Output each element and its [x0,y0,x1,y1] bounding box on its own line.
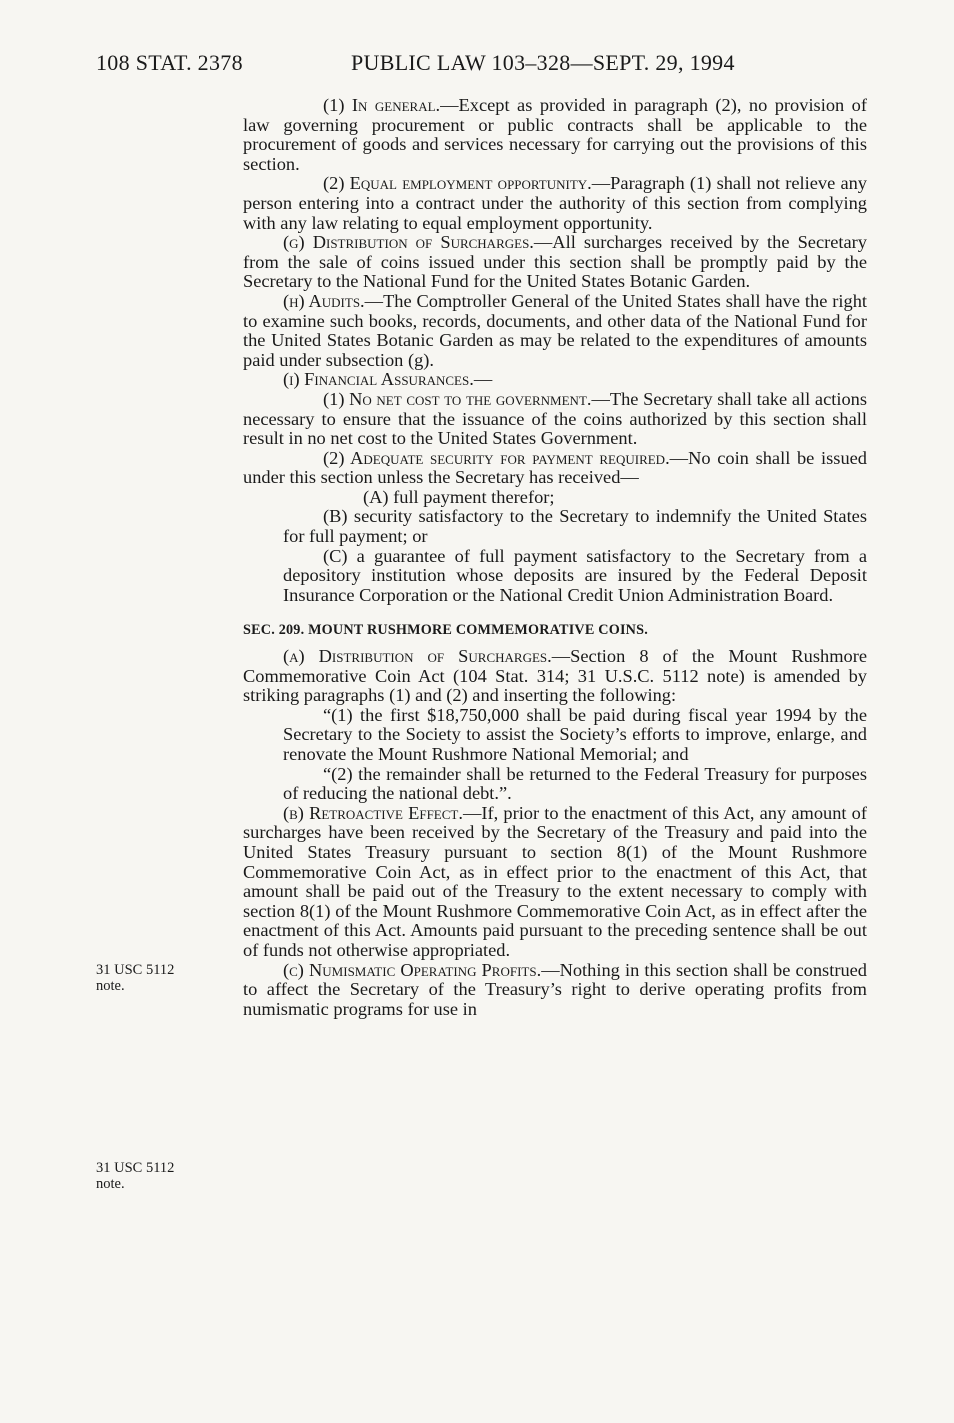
paragraph-heading: (1) In general. [323,95,441,115]
paragraph-i2 [243,449,867,488]
paragraph-text: —Except as provided in paragraph (2), no provision of law governing procurement or public contracts shall be applicable to the procurement of goods and services necessary for carrying out the provisions of this section. [243,95,867,174]
subsection-heading: (i) Financial Assurances. [283,369,474,390]
paragraph-heading: (2) Adequate security for payment required. [323,447,670,468]
margin-note-citation: 31 USC 5112 [96,962,175,978]
subsection-text: —If, prior to the enactment of this Act, any amount of surcharges have been received by the Secretary of the Treasury and paid into the United States Treasury pursuant to section 8(1) of the Mount Rushmore Commemorative Coin Act, as in effect prior to the enactment of this Act, that amount shall be paid out of the Treasury to the extent necessary to comply with section 8(1) of the Mount Rushmore Commemorative Coin Act, as in effect after the enactment of this Act. Amounts paid pursuant to the preceding sentence shall be out of funds not otherwise appropriated. [243,802,867,960]
stat-page-number: 108 STAT. 2378 [96,50,243,75]
subsection-g [243,233,867,292]
subsection-text: —Section 8 of the Mount Rushmore Commemorative Coin Act (104 Stat. 314; 31 U.S.C. 5112 note) is amended by striking paragraphs (1) and (2) and inserting the following: [243,646,867,706]
subsection-heading: (a) Distribution of Surcharges. [283,646,552,667]
public-law-citation: PUBLIC LAW 103–328—SEPT. 29, 1994 [351,50,735,75]
paragraph-text: —The Secretary shall take all actions necessary to ensure that the issuance of the coins authorized by this section shall result in no net cost to the United States Government. [243,388,867,449]
subsection-i [243,370,867,390]
margin-note-numismatic [96,1160,216,1192]
quoted-paragraph-2: “(2) the remainder shall be returned to the Federal Treasury for purposes of reducing the national debt.”. [283,763,867,804]
subsection-heading: (g) Distribution of Surcharges. [283,232,534,253]
margin-note-suffix: note. [96,1176,125,1192]
subsection-b [243,804,867,961]
subsection-text: —Nothing in this section shall be construed to affect the Secretary of the Treasury’s right to derive operating profits from numismatic programs for use in [243,959,867,1019]
margin-note-retroactive [96,962,216,994]
margin-note-suffix: note. [96,978,125,994]
paragraph-f1 [243,96,867,174]
subparagraph-A: (A) full payment therefor; [363,486,555,507]
subsection-heading: (h) Audits. [283,290,365,311]
subsection-a [243,647,867,706]
quoted-paragraph-1: “(1) the first $18,750,000 shall be paid during fiscal year 1994 by the Secretary to the Society to assist the Society’s efforts to improve, enlarge, and renovate the Mount Rushmore National Memorial; and [283,704,867,764]
paragraph-text: —No coin shall be issued under this section unless the Secretary has received— [243,447,867,488]
paragraph-i1 [243,390,867,449]
paragraph-f2 [243,174,867,233]
subsection-c [243,961,867,1020]
subsection-heading: (c) Numismatic Operating Profits. [283,959,542,980]
statute-body [243,96,867,1019]
subsection-text: —The Comptroller General of the United States shall have the right to examine such books, records, documents, and other data of the National Fund for the United States Botanic Garden as may be related to the expenditures of amounts paid under subsection (g). [243,290,868,370]
subparagraph-C: (C) a guarantee of full payment satisfactory to the Secretary from a depository institution whose deposits are insured by the Federal Deposit Insurance Corporation or the National Credit Union Administration Board. [283,545,867,605]
paragraph-heading: (1) No net cost to the government. [323,388,592,409]
section-heading: SEC. 209. MOUNT RUSHMORE COMMEMORATIVE COINS. [243,622,648,639]
subparagraph-B: (B) security satisfactory to the Secretary to indemnify the United States for full payment; or [283,506,867,547]
margin-note-citation: 31 USC 5112 [96,1160,175,1176]
paragraph-heading: (2) Equal employment opportunity. [323,173,592,194]
subsection-h [243,292,867,370]
subsection-text: — [473,369,493,390]
subsection-text: —All surcharges received by the Secretary from the sale of coins issued under this section shall be promptly paid by the Secretary to the National Fund for the United States Botanic Garden. [243,232,867,292]
paragraph-text: —Paragraph (1) shall not relieve any person entering into a contract under the authority of this section from complying with any law relating to equal employment opportunity. [243,173,868,233]
subsection-heading: (b) Retroactive Effect. [283,802,463,823]
